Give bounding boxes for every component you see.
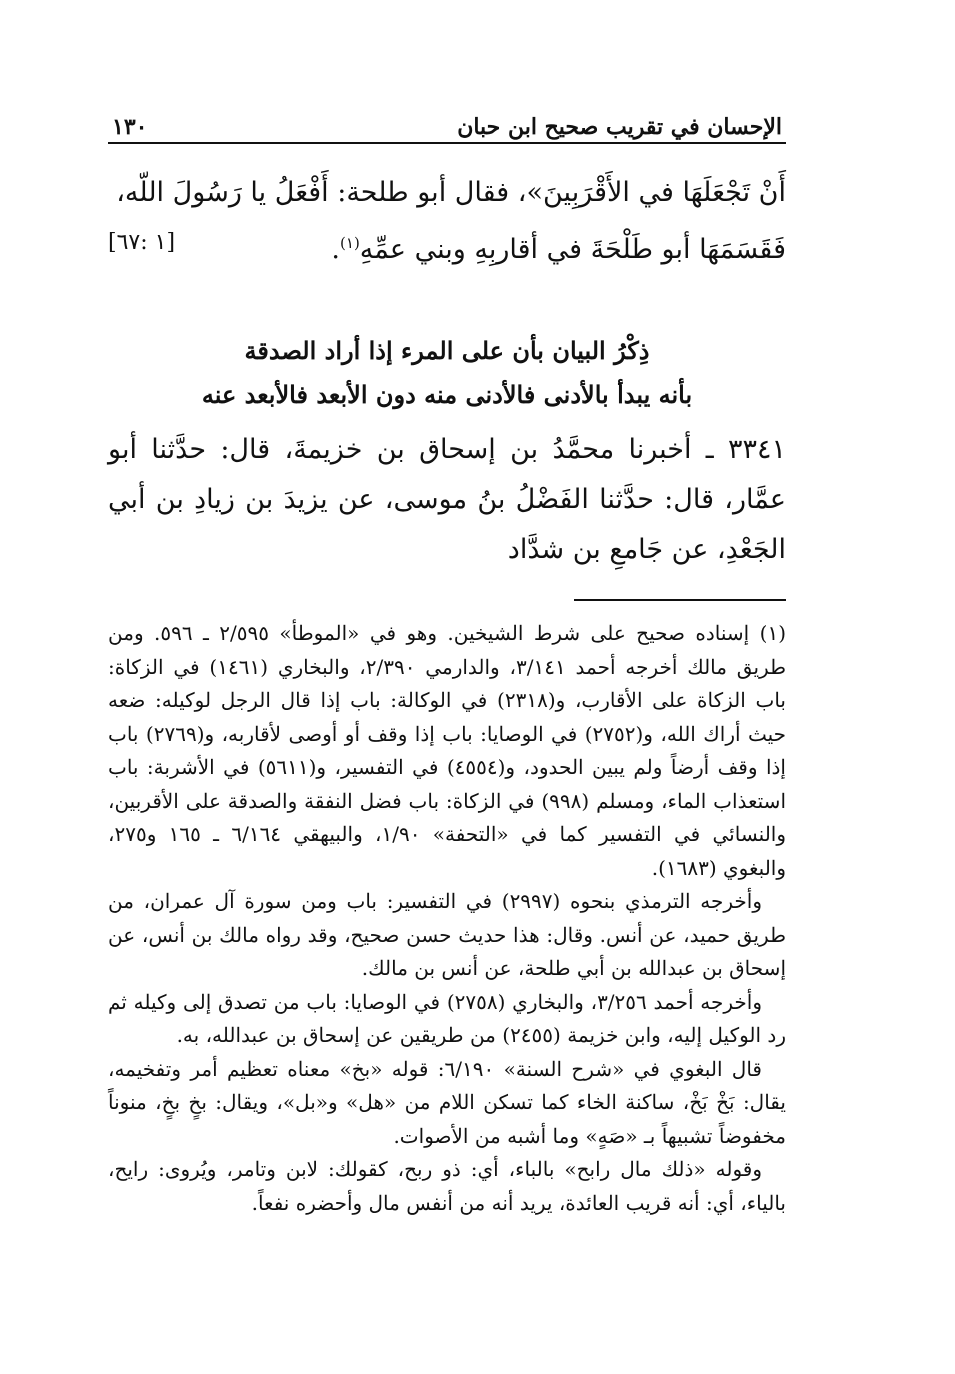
main-line-2-text: فَقَسَمَهَا أبو طَلْحَةَ في أقاربِهِ وبني عمِّهِ (359, 234, 786, 265)
main-text (108, 168, 786, 275)
main-line-2 (108, 218, 786, 275)
section-heading (108, 329, 786, 417)
heading-line-1: ذِكْرُ البيان بأن على المرء إذا أراد الصدقة (244, 336, 650, 365)
page-number: ١٣٠ (112, 114, 148, 140)
main-line-1: أَنْ تَجْعَلَهَا في الأَقْرَبِينَ»، فقال أبو طلحة: أَفْعَلُ يا رَسُولَ اللّه، (116, 177, 786, 208)
footnotes (108, 617, 786, 1220)
footnote-paragraph: وأخرجه أحمد ٣/٢٥٦، والبخاري (٢٧٥٨) في الوصايا: باب من تصدق إلى وكيله ثم رد الوكيل إليه، وابن خزيمة (٢٤٥٥) من طريقين عن إسحاق بن عبدالله، به. (108, 989, 786, 1047)
heading-line-2: بأنه يبدأ بالأدنى فالأدنى منه دون الأبعد فالأبعد عنه (201, 380, 693, 409)
main-line-2-end: . (331, 234, 341, 265)
footnote-paragraph: قال البغوي في «شرح السنة» ٦/١٩٠: قوله «بخ» معناه تعظيم أمر وتفخيمه، يقال: بَخْ بَخْ، ساكنة الخاء كما تسكن اللام من «هل» و«بل»، ويقال: بخٍ بخٍ، منوناً مخفوضاً تشبيهاً بـ «صَهٍ» وما أشبه من الأصوات. (108, 1056, 786, 1148)
header-rule (108, 142, 786, 144)
footnote-separator (574, 599, 786, 601)
reference-bracket: [١ :٦٧] (108, 230, 176, 255)
footnote-1: (١) إسناده صحيح على شرط الشيخين. وهو في «الموطأ» ٢/٥٩٥ ـ ٥٩٦. ومن طريق مالك أخرجه أحمد ٣/١٤١، والدارمي ٢/٣٩٠، والبخاري (١٤٦١) في الزكاة: باب الزكاة على الأقارب، و(٢٣١٨) في الوكالة: باب إذا قال الرجل لوكيله: ضعه حيث أراك الله، و(٢٧٥٢) في الوصايا: باب إذا وقف أو أوصى لأقاربه، و(٢٧٦٩) باب إذا وقف أرضاً ولم يبين الحدود، و(٤٥٥٤) في التفسير، و(٥٦١١) في الأشربة: باب استعذاب الماء، ومسلم (٩٩٨) في الزكاة: باب فضل النفقة والصدقة على الأقربين، والنسائي في التفسير كما في «التحفة» ١/٩٠، والبيهقي ٦/١٦٤ ـ ١٦٥ و٢٧٥، والبغوي (١٦٨٣). (108, 621, 787, 880)
footnote-paragraph: وأخرجه الترمذي بنحوه (٢٩٩٧) في التفسير: باب ومن سورة آل عمران، من طريق حميد، عن أنس. وقال: هذا حديث حسن صحيح، وقد رواه مالك بن أنس، عن إسحاق بن عبدالله بن أبي طلحة، عن أنس بن مالك. (108, 889, 786, 980)
footnote-paragraph: وقوله «ذلك مال رابح» بالباء، أي: ذو ربح، كقولك: لابن وتامر، ويُروى: رايح، بالياء، أي: أنه قريب العائدة، يريد أنه من أنفس مال وأحضره نفعاً. (108, 1157, 786, 1215)
page (108, 100, 786, 1220)
hadith-text: ٣٣٤١ ـ أخبرنا محمَّدُ بن إسحاق بن خزيمةَ، قال: حدَّثنا أبو عمَّار، قال: حدَّثنا الفَضْلُ بنُ موسى، عن يزيدَ بن زيادِ بن أبي الجَعْدِ، عن جَامعِ بن شدَّاد (108, 434, 786, 565)
book-title: الإحسان في تقريب صحيح ابن حبان (457, 114, 782, 140)
running-header (108, 100, 786, 140)
footnote-marker: (١) (340, 234, 360, 252)
